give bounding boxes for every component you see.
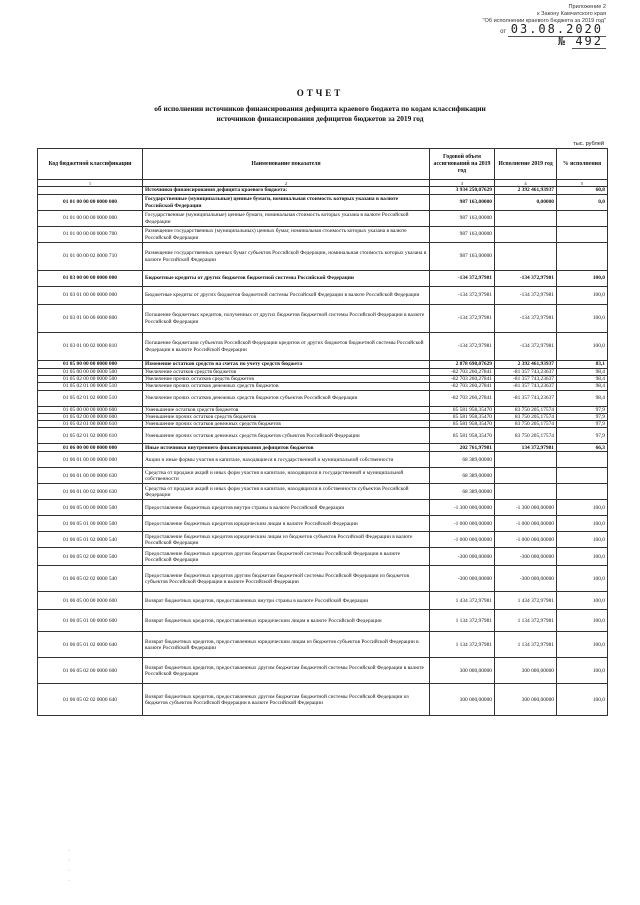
row-exec: -1 000 000,00000 <box>495 532 557 548</box>
row-code: 01 03 00 00 00 0000 000 <box>38 271 143 287</box>
attachment-header <box>386 4 606 48</box>
row-exec: -1 300 000,00000 <box>495 500 557 516</box>
row-exec <box>495 484 557 500</box>
row-plan: 85 581 958,35470 <box>430 428 495 444</box>
table-row <box>38 361 608 369</box>
row-code: 01 06 01 00 00 0000 000 <box>38 452 143 468</box>
attachment-number-line <box>386 34 606 48</box>
row-code: 01 05 02 00 00 0000 600 <box>38 413 143 420</box>
header-plan: Годовой объем ассигнований на 2019 год <box>430 149 495 180</box>
row-code: 01 06 05 02 00 0000 500 <box>38 548 143 566</box>
row-name: Предоставление бюджетных кредитов юридическим лицам из бюджетов субъектов Российской Федерации в валюте Российской Федерации <box>143 532 430 548</box>
row-pct: 66,3 <box>557 444 608 452</box>
row-plan: 68 389,00000 <box>430 468 495 484</box>
row-plan: -82 703 260,27841 <box>430 390 495 406</box>
table-row <box>38 532 608 548</box>
row-code: 01 03 01 00 00 0000 800 <box>38 305 143 333</box>
index-cell: 4 <box>495 180 557 187</box>
row-exec: -81 357 743,23637 <box>495 369 557 376</box>
row-plan: 68 389,00000 <box>430 484 495 500</box>
row-pct <box>557 452 608 468</box>
index-row <box>38 180 608 187</box>
row-plan: 3 934 250,07629 <box>430 187 495 195</box>
table-row <box>38 658 608 684</box>
row-pct: 98,4 <box>557 376 608 383</box>
table-row <box>38 271 608 287</box>
row-name: Предоставление бюджетных кредитов юридическим лицам в валюте Российской Федерации <box>143 516 430 532</box>
row-name: Возврат бюджетных кредитов, предоставленных внутри страны в валюте Российской Федерации <box>143 592 430 610</box>
row-plan: -82 703 260,27841 <box>430 376 495 383</box>
row-exec: -1 000 000,00000 <box>495 516 557 532</box>
table-row <box>38 383 608 390</box>
table-row <box>38 500 608 516</box>
row-name: Возврат бюджетных кредитов, предоставленных юридическим лицам из бюджетов субъектов Российской Федерации в валюте Российской Федерации <box>143 632 430 658</box>
table-row <box>38 287 608 305</box>
units-label: тыс. рублей <box>573 141 604 147</box>
row-pct: 100,0 <box>557 271 608 287</box>
report-title: ОТЧЕТ <box>296 88 344 98</box>
table-row <box>38 243 608 271</box>
row-code: 01 06 05 02 02 0000 640 <box>38 684 143 716</box>
table-row <box>38 516 608 532</box>
row-plan: -82 703 260,27841 <box>430 383 495 390</box>
date-value: 03.08.2020 <box>508 22 606 37</box>
table-body <box>38 187 608 716</box>
row-plan: 68 389,00000 <box>430 452 495 468</box>
row-exec <box>495 227 557 243</box>
row-pct: 100,0 <box>557 532 608 548</box>
row-code: 01 03 01 00 02 0000 810 <box>38 333 143 361</box>
row-pct: 97,9 <box>557 421 608 428</box>
header-pct: % исполнения <box>557 149 608 180</box>
table-row <box>38 421 608 428</box>
row-exec: -134 372,97981 <box>495 271 557 287</box>
row-exec: -81 357 743,23637 <box>495 376 557 383</box>
row-exec: -81 357 743,23637 <box>495 383 557 390</box>
row-plan: 987 163,00000 <box>430 195 495 211</box>
row-name: Уменьшение прочих остатков денежных средств бюджетов субъектов Российской Федерации <box>143 428 430 444</box>
table-row <box>38 566 608 592</box>
table-header-row <box>38 149 608 180</box>
row-code: 01 05 02 01 00 0000 510 <box>38 383 143 390</box>
row-code: 01 05 02 01 02 0000 510 <box>38 390 143 406</box>
row-plan: -300 000,00000 <box>430 566 495 592</box>
row-plan: 1 134 372,97981 <box>430 610 495 632</box>
row-code: 01 05 00 00 00 0000 600 <box>38 406 143 413</box>
row-code: 01 06 05 01 00 0000 500 <box>38 516 143 532</box>
row-plan: 85 581 958,35470 <box>430 406 495 413</box>
row-code: 01 03 01 00 00 0000 000 <box>38 287 143 305</box>
row-exec: 83 750 205,17574 <box>495 428 557 444</box>
report-subtitle <box>60 104 580 123</box>
row-name: Бюджетные кредиты от других бюджетов бюджетной системы Российской Федерации <box>143 271 430 287</box>
row-plan: -134 372,97981 <box>430 271 495 287</box>
row-name: Уменьшение остатков средств бюджетов <box>143 406 430 413</box>
row-pct: 98,4 <box>557 383 608 390</box>
table-row <box>38 211 608 227</box>
row-code: 01 06 05 00 00 0000 500 <box>38 500 143 516</box>
table-row <box>38 305 608 333</box>
row-name: Государственные (муниципальные) ценные бумаги, номинальная стоимость которых указана в валюте Российской Федерации <box>143 211 430 227</box>
table-row <box>38 333 608 361</box>
row-name: Погашение бюджетных кредитов, полученных от других бюджетов бюджетной системы Российской Федерации в валюте Российской Федерации <box>143 305 430 333</box>
row-code: 01 05 00 00 00 0000 000 <box>38 361 143 369</box>
row-code: 01 06 01 00 02 0000 630 <box>38 484 143 500</box>
row-name: Уменьшение прочих остатков денежных средств бюджетов <box>143 421 430 428</box>
row-exec: 134 372,97981 <box>495 444 557 452</box>
row-name: Возврат бюджетных кредитов, предоставленных другим бюджетам бюджетной системы Российской Федерации в валюте Российской Федерации <box>143 658 430 684</box>
row-plan: 1 434 372,97981 <box>430 592 495 610</box>
row-pct: 100,0 <box>557 516 608 532</box>
row-code: 01 06 05 01 02 0000 540 <box>38 532 143 548</box>
row-pct <box>557 243 608 271</box>
row-pct: 100,0 <box>557 684 608 716</box>
row-name: Уменьшение прочих остатков средств бюджетов <box>143 413 430 420</box>
table-row <box>38 369 608 376</box>
row-code: 01 06 05 02 02 0000 540 <box>38 566 143 592</box>
row-plan: -134 372,97981 <box>430 305 495 333</box>
row-code: 01 06 05 01 02 0000 640 <box>38 632 143 658</box>
row-code: 01 06 01 00 00 0000 630 <box>38 468 143 484</box>
table-row <box>38 444 608 452</box>
row-exec: 1 134 372,97981 <box>495 632 557 658</box>
row-plan: 300 000,00000 <box>430 684 495 716</box>
row-name: Иные источники внутреннего финансирования дефицитов бюджетов <box>143 444 430 452</box>
row-pct: 97,9 <box>557 428 608 444</box>
table-row <box>38 684 608 716</box>
row-pct <box>557 468 608 484</box>
row-plan: 987 163,00000 <box>430 243 495 271</box>
row-name: Увеличение остатков средств бюджетов <box>143 369 430 376</box>
index-cell: 1 <box>38 180 143 187</box>
row-exec <box>495 243 557 271</box>
row-name: Предоставление бюджетных кредитов другим бюджетам бюджетной системы Российской Федерации из бюджетов субъектов Российской Федерации в валюте Российской Федерации <box>143 566 430 592</box>
row-exec: 300 000,00000 <box>495 684 557 716</box>
table-row <box>38 406 608 413</box>
row-exec: 0,00000 <box>495 195 557 211</box>
index-cell: 2 <box>143 180 430 187</box>
row-name: Размещение государственных ценных бумаг субъектов Российской Федерации, номинальная стоимость которых указана в валюте Российской Федерации <box>143 243 430 271</box>
row-name: Погашение бюджетами субъектов Российской Федерации кредитов от других бюджетов бюджетной системы Российской Федерации в валюте Российской Федерации <box>143 333 430 361</box>
table-row <box>38 376 608 383</box>
row-name: Увеличение прочих остатков денежных средств бюджетов <box>143 383 430 390</box>
row-plan: -1 000 000,00000 <box>430 516 495 532</box>
margin-marks: · · · · <box>68 848 70 884</box>
table-row <box>38 227 608 243</box>
number-value: 492 <box>572 34 606 49</box>
table-row <box>38 548 608 566</box>
attachment-line-2: к Закону Камчатского края <box>537 11 606 17</box>
table-row <box>38 610 608 632</box>
row-code: 01 06 05 02 00 0000 600 <box>38 658 143 684</box>
header-exec: Исполнение 2019 год <box>495 149 557 180</box>
row-plan: 202 761,97981 <box>430 444 495 452</box>
row-name: Акции и иные формы участия в капитале, находящиеся в государственной и муниципальной собственности <box>143 452 430 468</box>
row-code: 01 05 02 00 00 0000 500 <box>38 376 143 383</box>
row-name: Средства от продажи акций и иных форм участия в капитале, находящихся в собственности субъектов Российской Федерации <box>143 484 430 500</box>
index-cell: 5 <box>557 180 608 187</box>
index-cell: 3 <box>430 180 495 187</box>
report-table <box>37 148 608 716</box>
row-plan: 987 163,00000 <box>430 211 495 227</box>
row-pct: 97,9 <box>557 413 608 420</box>
row-plan: 987 163,00000 <box>430 227 495 243</box>
row-name: Источники финансирования дефицита краевого бюджета: <box>143 187 430 195</box>
row-pct: 83,1 <box>557 361 608 369</box>
row-plan: 300 000,00000 <box>430 658 495 684</box>
row-pct: 100,0 <box>557 305 608 333</box>
row-code: 01 05 02 01 02 0000 610 <box>38 428 143 444</box>
row-pct: 100,0 <box>557 592 608 610</box>
row-name: Увеличение прочих остатков денежных средств бюджетов субъектов Российской Федерации <box>143 390 430 406</box>
row-name: Предоставление бюджетных кредитов внутри страны в валюте Российской Федерации <box>143 500 430 516</box>
row-exec: 1 134 372,97981 <box>495 610 557 632</box>
row-code: 01 06 05 01 00 0000 600 <box>38 610 143 632</box>
row-code: 01 01 00 00 00 0000 000 <box>38 195 143 211</box>
row-pct: 98,4 <box>557 390 608 406</box>
row-pct: 100,0 <box>557 500 608 516</box>
row-name: Предоставление бюджетных кредитов другим бюджетам бюджетной системы Российской Федерации в валюте Российской Федерации <box>143 548 430 566</box>
date-prefix: от <box>500 29 507 35</box>
row-exec: 83 750 205,17574 <box>495 413 557 420</box>
row-code: 01 05 02 01 00 0000 610 <box>38 421 143 428</box>
row-plan: -1 000 000,00000 <box>430 532 495 548</box>
row-pct: 97,9 <box>557 406 608 413</box>
row-plan: -300 000,00000 <box>430 548 495 566</box>
row-exec: -81 357 743,23637 <box>495 390 557 406</box>
row-exec: -300 000,00000 <box>495 566 557 592</box>
row-code: 01 06 00 00 00 0000 000 <box>38 444 143 452</box>
row-plan: -134 372,97981 <box>430 333 495 361</box>
row-exec: -300 000,00000 <box>495 548 557 566</box>
row-plan: -1 300 000,00000 <box>430 500 495 516</box>
row-pct: 100,0 <box>557 566 608 592</box>
row-exec: -134 372,97981 <box>495 333 557 361</box>
row-exec <box>495 211 557 227</box>
row-code: 01 01 00 00 00 0000 700 <box>38 227 143 243</box>
row-name: Государственные (муниципальные) ценные бумаги, номинальная стоимость которых указана в валюте Российской Федерации <box>143 195 430 211</box>
table-row <box>38 592 608 610</box>
table-row <box>38 413 608 420</box>
table-row <box>38 187 608 195</box>
row-pct: 100,0 <box>557 548 608 566</box>
row-exec: 2 392 461,93937 <box>495 187 557 195</box>
row-code <box>38 187 143 195</box>
row-code: 01 05 00 00 00 0000 500 <box>38 369 143 376</box>
table-row <box>38 468 608 484</box>
table-row <box>38 195 608 211</box>
row-pct: 100,0 <box>557 333 608 361</box>
row-plan: 2 878 698,07629 <box>430 361 495 369</box>
table-row <box>38 452 608 468</box>
row-name: Размещение государственных (муниципальных) ценных бумаг, номинальная стоимость которых указана в валюте Российской Федерации <box>143 227 430 243</box>
row-pct: 100,0 <box>557 632 608 658</box>
row-name: Возврат бюджетных кредитов, предоставленных другим бюджетам бюджетной системы Российской Федерации из бюджетов субъектов Российской Федерации в валюте Российской Федерации <box>143 684 430 716</box>
row-plan: -134 372,97981 <box>430 287 495 305</box>
row-pct <box>557 227 608 243</box>
row-name: Увеличение прочих остатков средств бюджетов <box>143 376 430 383</box>
subtitle-line-2: источников финансирования дефицитов бюджетов за 2019 год <box>216 113 424 123</box>
row-plan: 1 134 372,97981 <box>430 632 495 658</box>
row-pct <box>557 211 608 227</box>
row-name: Изменение остатков средств на счетах по учету средств бюджета <box>143 361 430 369</box>
attachment-line-3: "Об исполнении краевого бюджета за 2019 год" <box>482 18 606 24</box>
row-exec: -134 372,97981 <box>495 305 557 333</box>
row-pct: 0,0 <box>557 195 608 211</box>
row-name: Бюджетные кредиты от других бюджетов бюджетной системы Российской Федерации в валюте Российской Федерации <box>143 287 430 305</box>
row-exec: 300 000,00000 <box>495 658 557 684</box>
row-exec <box>495 452 557 468</box>
row-code: 01 06 05 00 00 0000 600 <box>38 592 143 610</box>
row-pct: 100,0 <box>557 658 608 684</box>
table-row <box>38 428 608 444</box>
row-code: 01 01 00 00 00 0000 000 <box>38 211 143 227</box>
row-exec: 83 750 205,17574 <box>495 421 557 428</box>
table-row <box>38 632 608 658</box>
subtitle-line-1: об исполнении источников финансирования дефицита краевого бюджета по кодам классификации <box>154 104 486 113</box>
number-prefix: № <box>557 34 566 48</box>
row-exec: 2 392 461,93937 <box>495 361 557 369</box>
table-row <box>38 390 608 406</box>
row-plan: 85 581 958,35470 <box>430 413 495 420</box>
row-plan: -82 703 260,27841 <box>430 369 495 376</box>
row-name: Средства от продажи акций и иных форм участия в капитале, находящихся в государственной и муниципальной собственности <box>143 468 430 484</box>
row-pct: 60,8 <box>557 187 608 195</box>
row-plan: 85 581 958,35470 <box>430 421 495 428</box>
header-name: Наименование показателя <box>143 149 430 180</box>
row-code: 01 01 00 00 02 0000 710 <box>38 243 143 271</box>
attachment-line-1: Приложение 2 <box>568 4 606 10</box>
row-exec: -134 372,97981 <box>495 287 557 305</box>
row-pct: 100,0 <box>557 287 608 305</box>
row-exec: 1 434 372,97981 <box>495 592 557 610</box>
row-name: Возврат бюджетных кредитов, предоставленных юридическим лицам в валюте Российской Федерации <box>143 610 430 632</box>
header-code: Код бюджетной классификации <box>38 149 143 180</box>
row-pct <box>557 484 608 500</box>
row-exec <box>495 468 557 484</box>
row-pct: 98,4 <box>557 369 608 376</box>
row-pct: 100,0 <box>557 610 608 632</box>
table-row <box>38 484 608 500</box>
row-exec: 83 750 205,17574 <box>495 406 557 413</box>
